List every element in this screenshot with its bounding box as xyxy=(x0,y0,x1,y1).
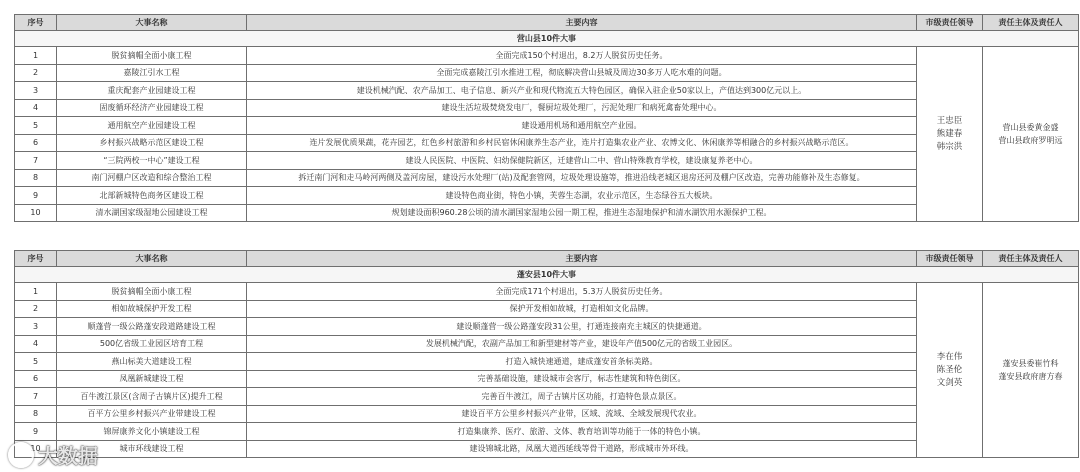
event-content: 全面完成150个村退出，8.2万人脱贫历史任务。 xyxy=(247,47,917,65)
event-name: 500亿省级工业园区培育工程 xyxy=(57,335,247,353)
header-name: 大事名称 xyxy=(57,251,247,267)
row-number: 5 xyxy=(15,353,57,371)
row-number: 5 xyxy=(15,117,57,135)
watermark-text: 大数据 xyxy=(38,444,98,468)
event-content: 建设锦城北路，凤凰大道西延线等骨干道路，形成城市外环线。 xyxy=(247,440,917,458)
event-name: 城市环线建设工程 xyxy=(57,440,247,458)
row-number: 2 xyxy=(15,64,57,82)
row-number: 10 xyxy=(15,204,57,222)
row-number: 6 xyxy=(15,134,57,152)
event-content: 打造入城快速通道，建成蓬安首条标美路。 xyxy=(247,353,917,371)
event-name: 顺蓬营一级公路蓬安段道路建设工程 xyxy=(57,318,247,336)
row-number: 1 xyxy=(15,47,57,65)
event-name: 脱贫摘帽全面小康工程 xyxy=(57,283,247,301)
header-name: 大事名称 xyxy=(57,15,247,31)
section-title-row xyxy=(15,31,1079,47)
table-yingshan xyxy=(14,14,1079,222)
event-name: “三院两校一中心”建设工程 xyxy=(57,152,247,170)
watermark xyxy=(4,436,154,472)
event-content: 建设百平方公里乡村振兴产业带，区域、流域、全域发展现代农业。 xyxy=(247,405,917,423)
header-no: 序号 xyxy=(15,251,57,267)
event-content: 连片发展优质果蔬，花卉园艺，红色乡村旅游和乡村民宿休闲康养生态产业，连片打造集农业产业、农博文化、休闲康养等相融合的乡村振兴战略示范区。 xyxy=(247,134,917,152)
row-number: 4 xyxy=(15,335,57,353)
event-content: 全面完成嘉陵江引水推进工程，彻底解决营山县城及周边30多万人吃水难的问题。 xyxy=(247,64,917,82)
event-name: 相如故城保护开发工程 xyxy=(57,300,247,318)
event-name: 南门河棚户区改造和综合整治工程 xyxy=(57,169,247,187)
header-no: 序号 xyxy=(15,15,57,31)
section-title: 蓬安县10件大事 xyxy=(15,267,1079,283)
event-name: 凤凰新城建设工程 xyxy=(57,370,247,388)
row-number: 2 xyxy=(15,300,57,318)
header-content: 主要内容 xyxy=(247,15,917,31)
responsible-parties: 蓬安县委崔竹科 蓬安县政府唐方春 xyxy=(983,283,1079,458)
event-content: 打造集康养、医疗、旅游、文体、教育培训等功能于一体的特色小镇。 xyxy=(247,423,917,441)
event-name: 重庆配套产业园建设工程 xyxy=(57,82,247,100)
row-number: 3 xyxy=(15,318,57,336)
row-number: 4 xyxy=(15,99,57,117)
city-leaders: 李在伟 陈圣伦 文剑英 xyxy=(917,283,983,458)
city-leaders: 王忠臣 熊建春 韩宗洪 xyxy=(917,47,983,222)
event-content: 完善基础设施，建设城市会客厅，标志性建筑和特色街区。 xyxy=(247,370,917,388)
event-content: 建设顺蓬营一级公路蓬安段31公里，打通连接南充主城区的快捷通道。 xyxy=(247,318,917,336)
row-number: 10 xyxy=(15,440,57,458)
event-name: 百平方公里乡村振兴产业带建设工程 xyxy=(57,405,247,423)
section-title-row xyxy=(15,267,1079,283)
event-content: 拆迁南门河和走马岭河两侧及盖河房屋，建设污水处理厂(站)及配套管网，垃圾处理设施等，推进沿线老城区退房还河及棚户区改造，完善功能修补及生态修复。 xyxy=(247,169,917,187)
header-responsible: 责任主体及责任人 xyxy=(983,15,1079,31)
event-name: 百牛渡江景区(含周子古镇片区)提升工程 xyxy=(57,388,247,406)
row-number: 7 xyxy=(15,152,57,170)
event-name: 清水湖国家级湿地公园建设工程 xyxy=(57,204,247,222)
responsible-parties: 营山县委黄金盛 营山县政府罗明远 xyxy=(983,47,1079,222)
camera-logo-icon xyxy=(8,442,34,468)
event-content: 建设机械汽配、农产品加工、电子信息、新兴产业和现代物流五大特色园区，确保入驻企业50家以上，产值达到300亿元以上。 xyxy=(247,82,917,100)
header-leader: 市级责任领导 xyxy=(917,251,983,267)
event-content: 全面完成171个村退出，5.3万人脱贫历史任务。 xyxy=(247,283,917,301)
table-pengan xyxy=(14,250,1079,458)
header-responsible: 责任主体及责任人 xyxy=(983,251,1079,267)
table-row xyxy=(15,283,1079,301)
event-content: 建设生活垃圾焚烧发电厂，餐厨垃圾处理厂，污泥处理厂和病死禽畜处理中心。 xyxy=(247,99,917,117)
header-row xyxy=(15,15,1079,31)
row-number: 1 xyxy=(15,283,57,301)
event-content: 保护开发相如故城，打造相如文化品牌。 xyxy=(247,300,917,318)
event-content: 建设特色商业街，特色小镇，芙蓉生态湖，农业示范区，生态绿谷五大板块。 xyxy=(247,187,917,205)
row-number: 9 xyxy=(15,423,57,441)
row-number: 7 xyxy=(15,388,57,406)
event-content: 发展机械汽配，农副产品加工和新型建材等产业，建设年产值500亿元的省级工业园区。 xyxy=(247,335,917,353)
table-row xyxy=(15,47,1079,65)
event-name: 乡村振兴战略示范区建设工程 xyxy=(57,134,247,152)
event-name: 嘉陵江引水工程 xyxy=(57,64,247,82)
row-number: 9 xyxy=(15,187,57,205)
event-name: 锦屏康养文化小镇建设工程 xyxy=(57,423,247,441)
event-content: 建设人民医院、中医院、妇幼保健院新区，迁建营山二中、营山特殊教育学校，建设康复养老中心。 xyxy=(247,152,917,170)
header-content: 主要内容 xyxy=(247,251,917,267)
event-name: 固废循环经济产业园建设工程 xyxy=(57,99,247,117)
event-name: 通用航空产业园建设工程 xyxy=(57,117,247,135)
row-number: 3 xyxy=(15,82,57,100)
event-content: 建设通用机场和通用航空产业园。 xyxy=(247,117,917,135)
header-leader: 市级责任领导 xyxy=(917,15,983,31)
event-name: 脱贫摘帽全面小康工程 xyxy=(57,47,247,65)
event-name: 燕山标美大道建设工程 xyxy=(57,353,247,371)
row-number: 8 xyxy=(15,405,57,423)
event-content: 完善百牛渡江，周子古镇片区功能，打造特色景点景区。 xyxy=(247,388,917,406)
event-name: 北部新城特色商务区建设工程 xyxy=(57,187,247,205)
header-row xyxy=(15,251,1079,267)
event-content: 规划建设面积960.28公顷的清水湖国家湿地公园一期工程，推进生态湿地保护和清水湖饮用水源保护工程。 xyxy=(247,204,917,222)
row-number: 8 xyxy=(15,169,57,187)
row-number: 6 xyxy=(15,370,57,388)
section-title: 营山县10件大事 xyxy=(15,31,1079,47)
